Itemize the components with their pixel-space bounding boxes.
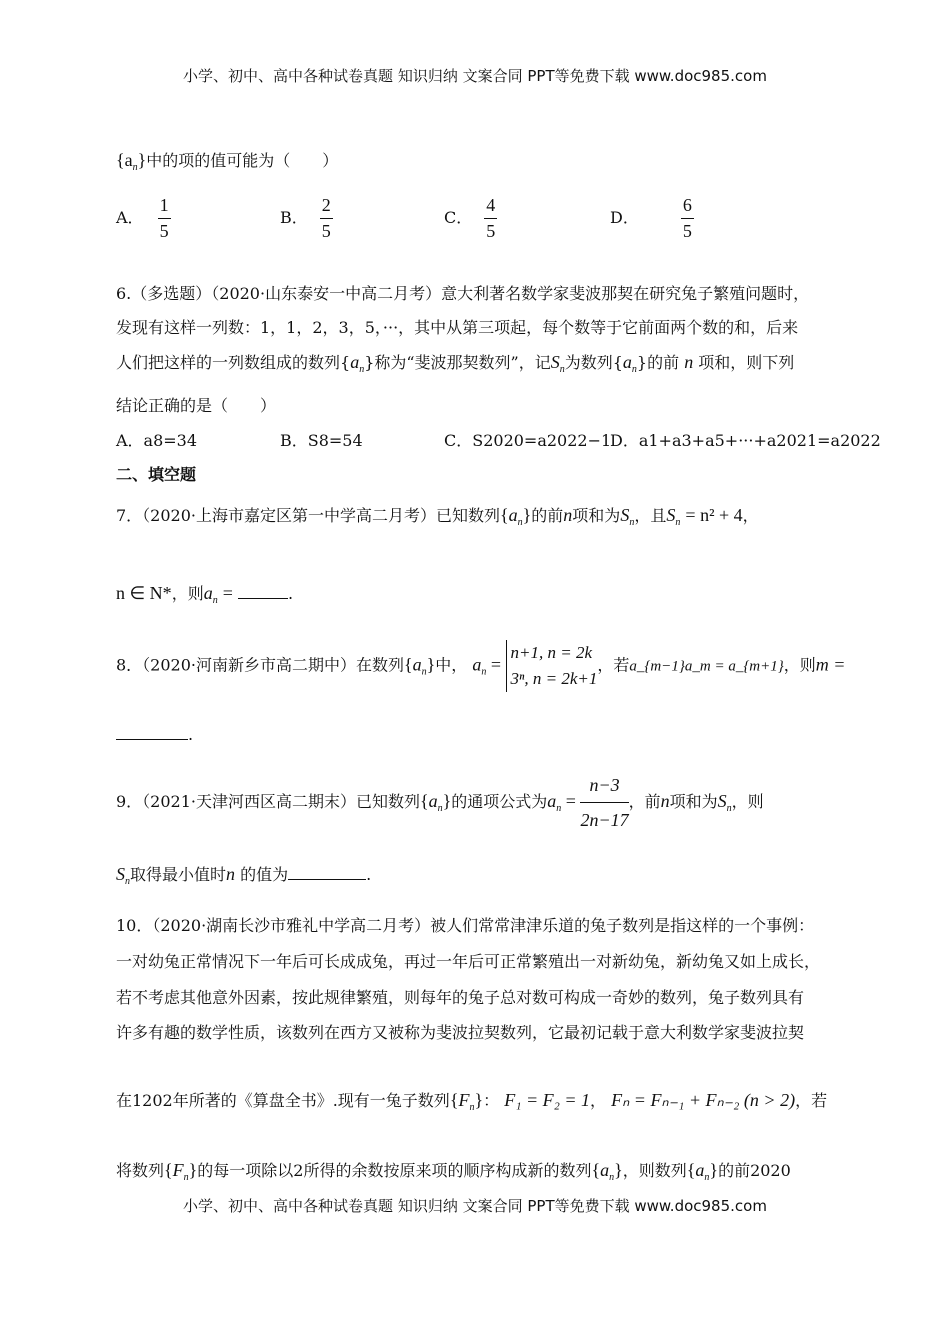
q7-line-2: n ∈ N*，则$a_n$ = .: [116, 583, 294, 607]
q8-line-1: 8．（2020·河南新乡市高二期中）在数列$\{a_n\}$中， $a_n$ = n+1, n = 2k 3ⁿ, n = 2k+1 ，若a_{m−1}a_m = a_{m+1}，则m =: [116, 640, 845, 692]
page-footer: 小学、初中、高中各种试卷真题 知识归纳 文案合同 PPT等免费下载 www.doc985.com: [183, 1197, 767, 1215]
q10-line-1: 10．（2020·湖南长沙市雅礼中学高二月考）被人们常常津津乐道的兔子数列是指这样的一个事例：: [116, 916, 815, 935]
q10-line-3: 若不考虑其他意外因素，按此规律繁殖，则每年的兔子总对数可构成一奇妙的数列，兔子数列具有: [116, 988, 805, 1007]
q9-line-1: 9．（2021·天津河西区高二期末）已知数列$\{a_n\}$的通项公式为$a_n$ = $\frac{n-3}{2n-17}$ ，前n项和为$S_n$，则: [116, 770, 764, 835]
q6-option-a[interactable]: A．a8=34: [116, 431, 198, 450]
q10-line-6: 将数列$\{F_n\}$的每一项除以2所得的余数按原来项的顺序构成新的数列$\{a_n\}$，则数列$\{a_n\}$的前2020: [116, 1160, 791, 1184]
q7-answer-blank[interactable]: [238, 584, 288, 599]
q8-line-2: .: [116, 725, 193, 745]
q6-option-d[interactable]: D．a1+a3+a5+···+a2021=a2022: [610, 431, 881, 450]
q5-option-d[interactable]: D． $\frac{6}{5}$: [610, 195, 692, 241]
q9-line-2: $S_n$取得最小值时n 的值为 .: [116, 864, 372, 888]
q7-line-1: 7．（2020·上海市嘉定区第一中学高二月考）已知数列$\{a_n\}$的前n项和为$S_n$，且$S_n = n^2 + 4$，: [116, 505, 759, 529]
q6-line-4: 结论正确的是（ ）: [116, 396, 277, 415]
q5-option-a[interactable]: A． $\frac{1}{5}$: [116, 195, 169, 241]
q10-line-4: 许多有趣的数学性质，该数列在西方又被称为斐波拉契数列，它最初记载于意大利数学家斐波拉契: [116, 1023, 805, 1042]
q6-line-1: 6.（多选题）（2020·山东泰安一中高二月考）意大利著名数学家斐波那契在研究兔子繁殖问题时，: [116, 284, 810, 303]
q9-answer-blank[interactable]: [288, 865, 366, 880]
q10-line-2: 一对幼兔正常情况下一年后可长成成兔，再过一年后可正常繁殖出一对新幼兔，新幼兔又如上成长，: [116, 952, 821, 971]
section-heading: 二、填空题: [116, 465, 197, 484]
q8-answer-blank[interactable]: [116, 725, 188, 740]
q6-option-c[interactable]: C．S2020=a2022−1: [444, 431, 612, 450]
page-header: 小学、初中、高中各种试卷真题 知识归纳 文案合同 PPT等免费下载 www.doc985.com: [183, 67, 767, 85]
q10-line-5: 在1202年所著的《算盘全书》.现有一兔子数列$\{F_n\}$： F₁ = F₂ = 1， Fₙ = Fₙ₋₁ + Fₙ₋₂ (n > 2)，若: [116, 1090, 828, 1114]
q6-option-b[interactable]: B．S8=54: [280, 431, 363, 450]
q5-option-c[interactable]: C． $\frac{4}{5}$: [444, 195, 496, 241]
q6-line-2: 发现有这样一列数：1，1，2，3，5，···，其中从第三项起，每个数等于它前面两个数的和，后来: [116, 318, 799, 337]
q5-stem: $\{a_n\}$中的项的值可能为（ ）: [116, 150, 339, 174]
q6-line-3: 人们把这样的一列数组成的数列$\{a_n\}$称为“斐波那契数列”，记$S_n$为数列$\{a_n\}$的前 n 项和，则下列: [116, 352, 795, 376]
q5-option-b[interactable]: B． $\frac{2}{5}$: [280, 195, 331, 241]
